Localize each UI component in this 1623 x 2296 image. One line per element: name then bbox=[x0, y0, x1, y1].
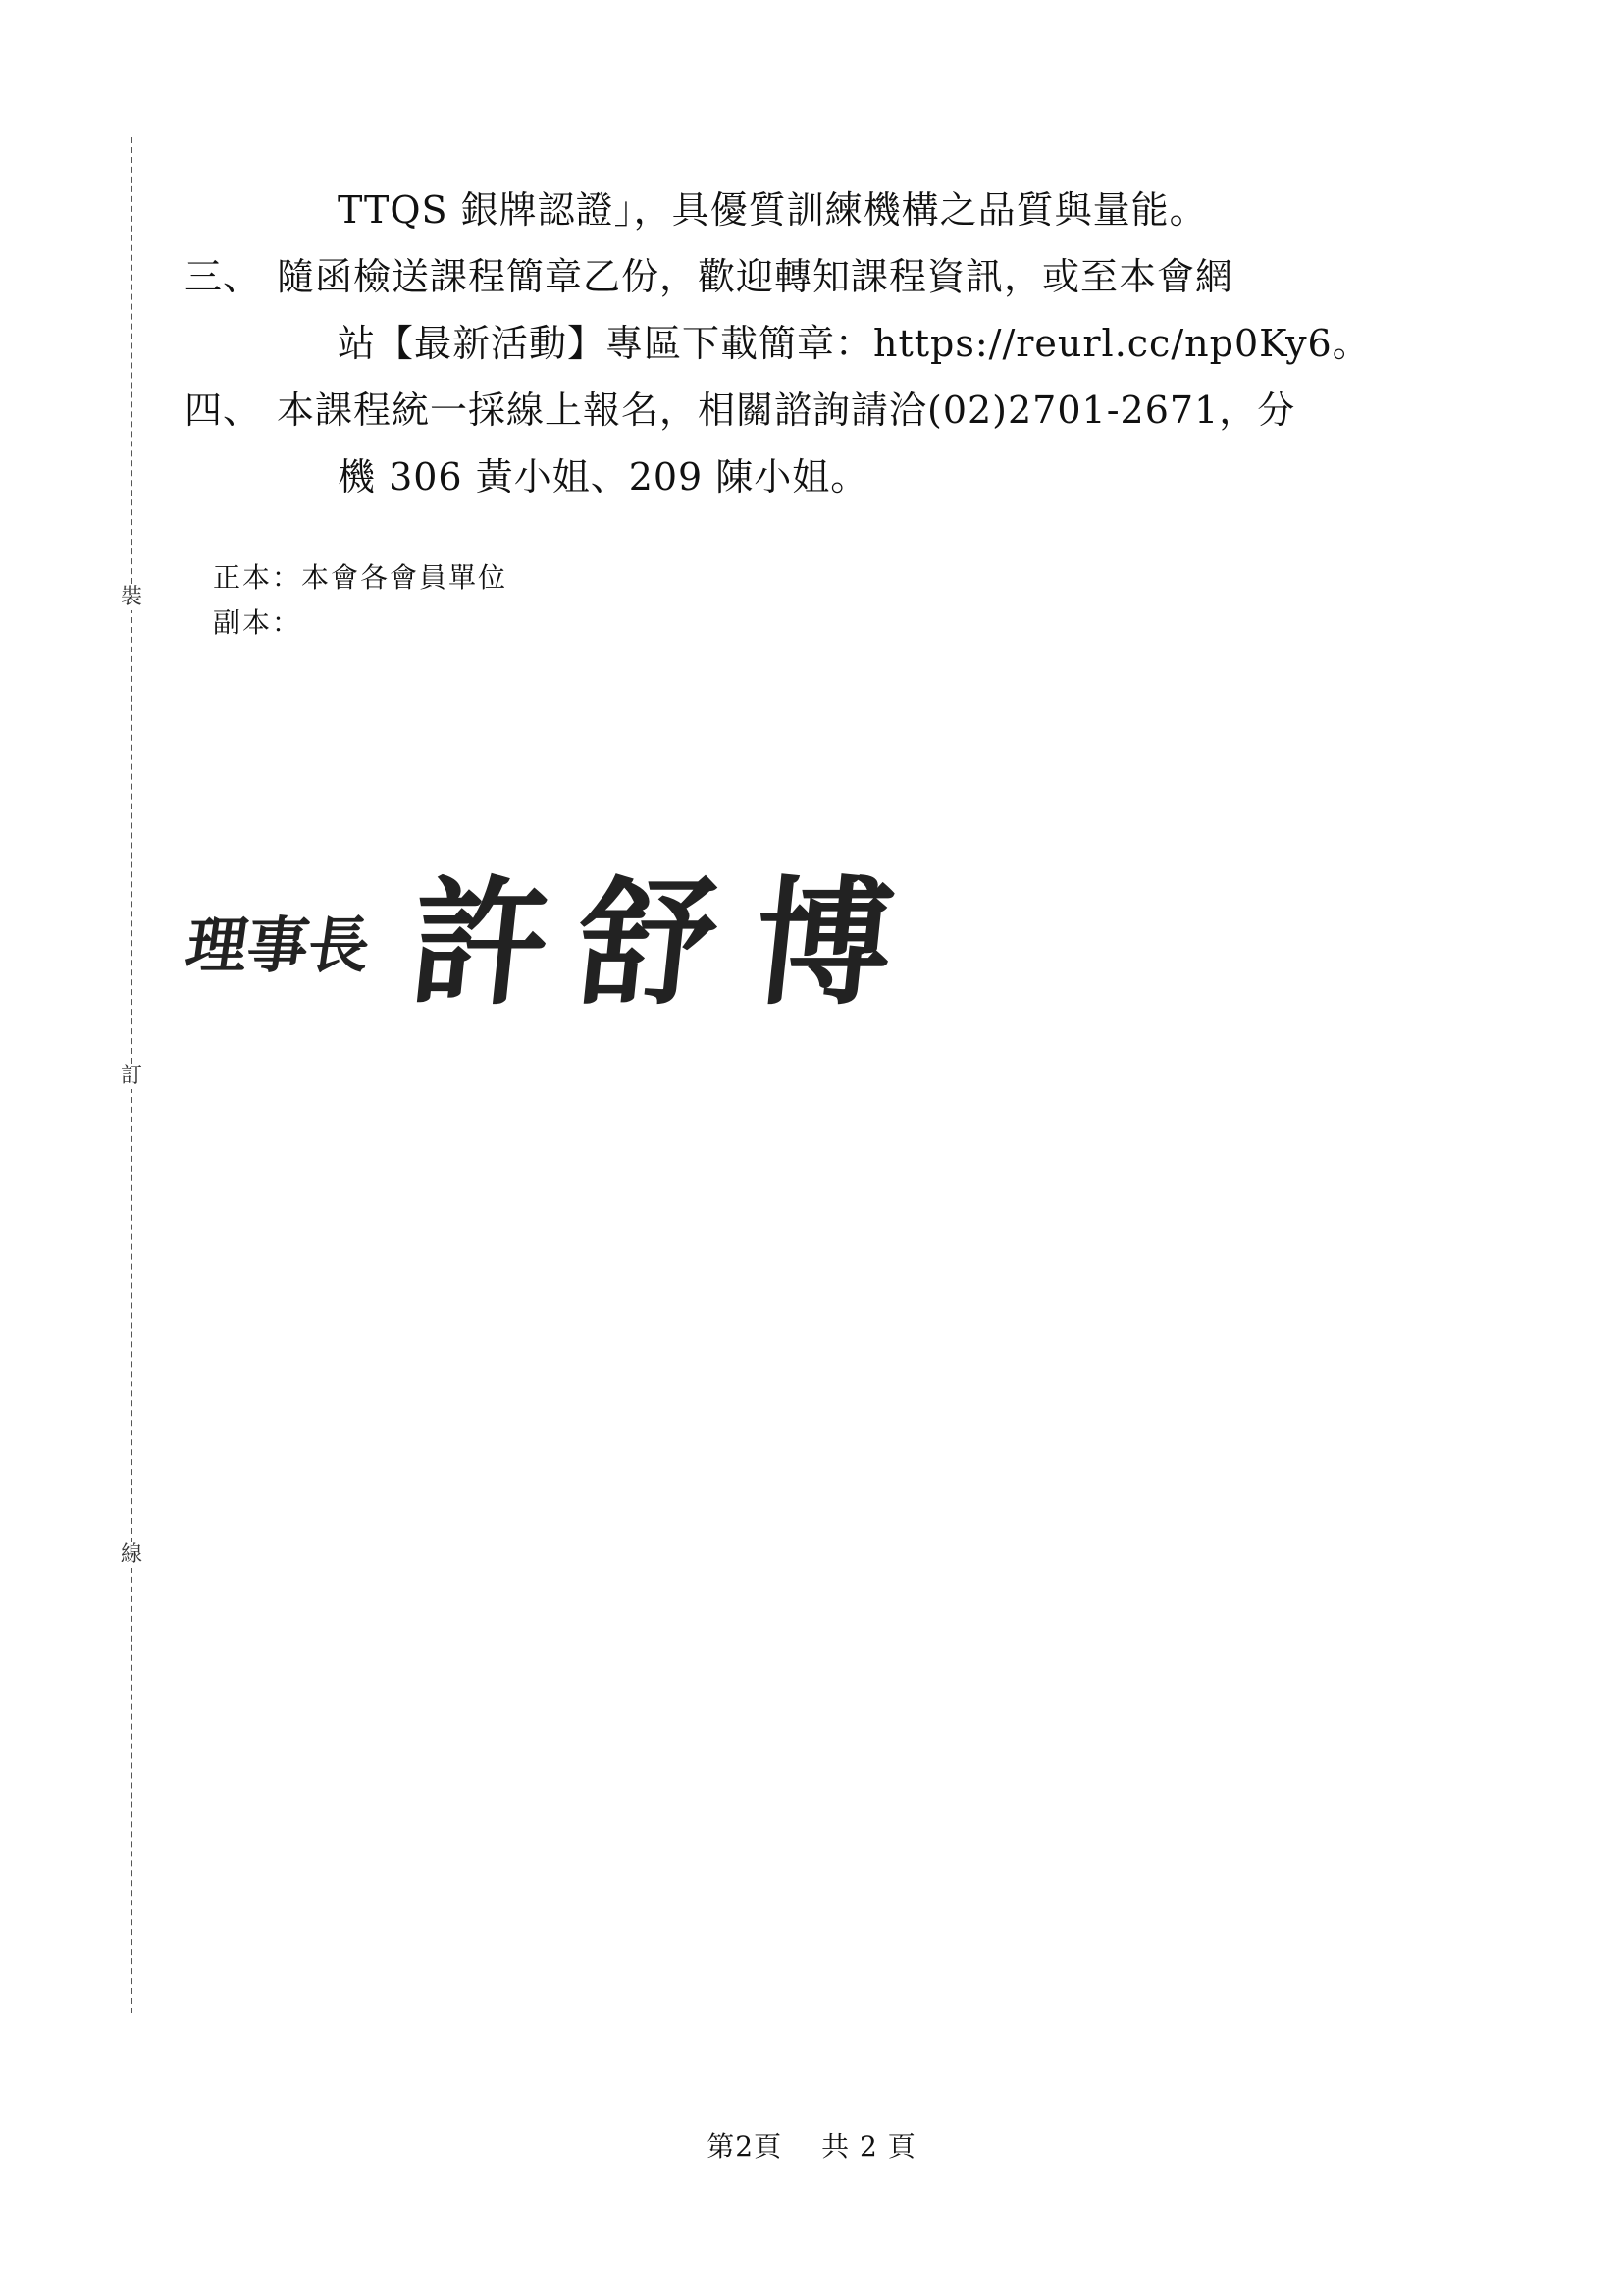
item-4-line-1: 本課程統一採線上報名，相關諮詢請洽(02)2701-2671，分 bbox=[277, 389, 1296, 432]
item-3-line-1: 隨函檢送課程簡章乙份，歡迎轉知課程資訊，或至本會網 bbox=[277, 255, 1234, 298]
binding-char-2: 訂 bbox=[120, 1064, 142, 1088]
item-4-line-2: 機 306 黃小姐、209 陳小姐。 bbox=[338, 455, 869, 498]
page-number: 第2頁 bbox=[707, 2130, 783, 2163]
page-footer bbox=[0, 2125, 1623, 2165]
signature-image bbox=[182, 844, 947, 1024]
chairman-signature-stamp bbox=[182, 844, 947, 1024]
binding-char-3: 線 bbox=[120, 1542, 142, 1567]
signature-char-3: 博 bbox=[746, 862, 901, 1024]
item-3-line-2: 站【最新活動】專區下載簡章：https://reurl.cc/np0Ky6。 bbox=[338, 322, 1371, 365]
signature-char-2: 舒 bbox=[569, 862, 724, 1024]
item-2-tail-line: TTQS 銀牌認證」，具優質訓練機構之品質與量能。 bbox=[338, 188, 1208, 232]
binding-char-1: 裝 bbox=[120, 585, 142, 609]
item-2-continuation bbox=[245, 177, 1472, 243]
item-3 bbox=[184, 243, 1472, 377]
item-4 bbox=[184, 377, 1472, 510]
total-pages: 共 2 頁 bbox=[821, 2130, 916, 2163]
item-3-number: 三、 bbox=[184, 255, 262, 298]
document-body bbox=[184, 177, 1472, 510]
item-4-number: 四、 bbox=[184, 389, 262, 432]
copy-recipients: 副本： bbox=[213, 606, 302, 639]
signature-char-1: 許 bbox=[402, 862, 557, 1024]
distribution-block bbox=[213, 555, 507, 646]
original-recipients: 正本：本會各會員單位 bbox=[213, 561, 508, 594]
signature-title: 理事長 bbox=[182, 910, 375, 981]
